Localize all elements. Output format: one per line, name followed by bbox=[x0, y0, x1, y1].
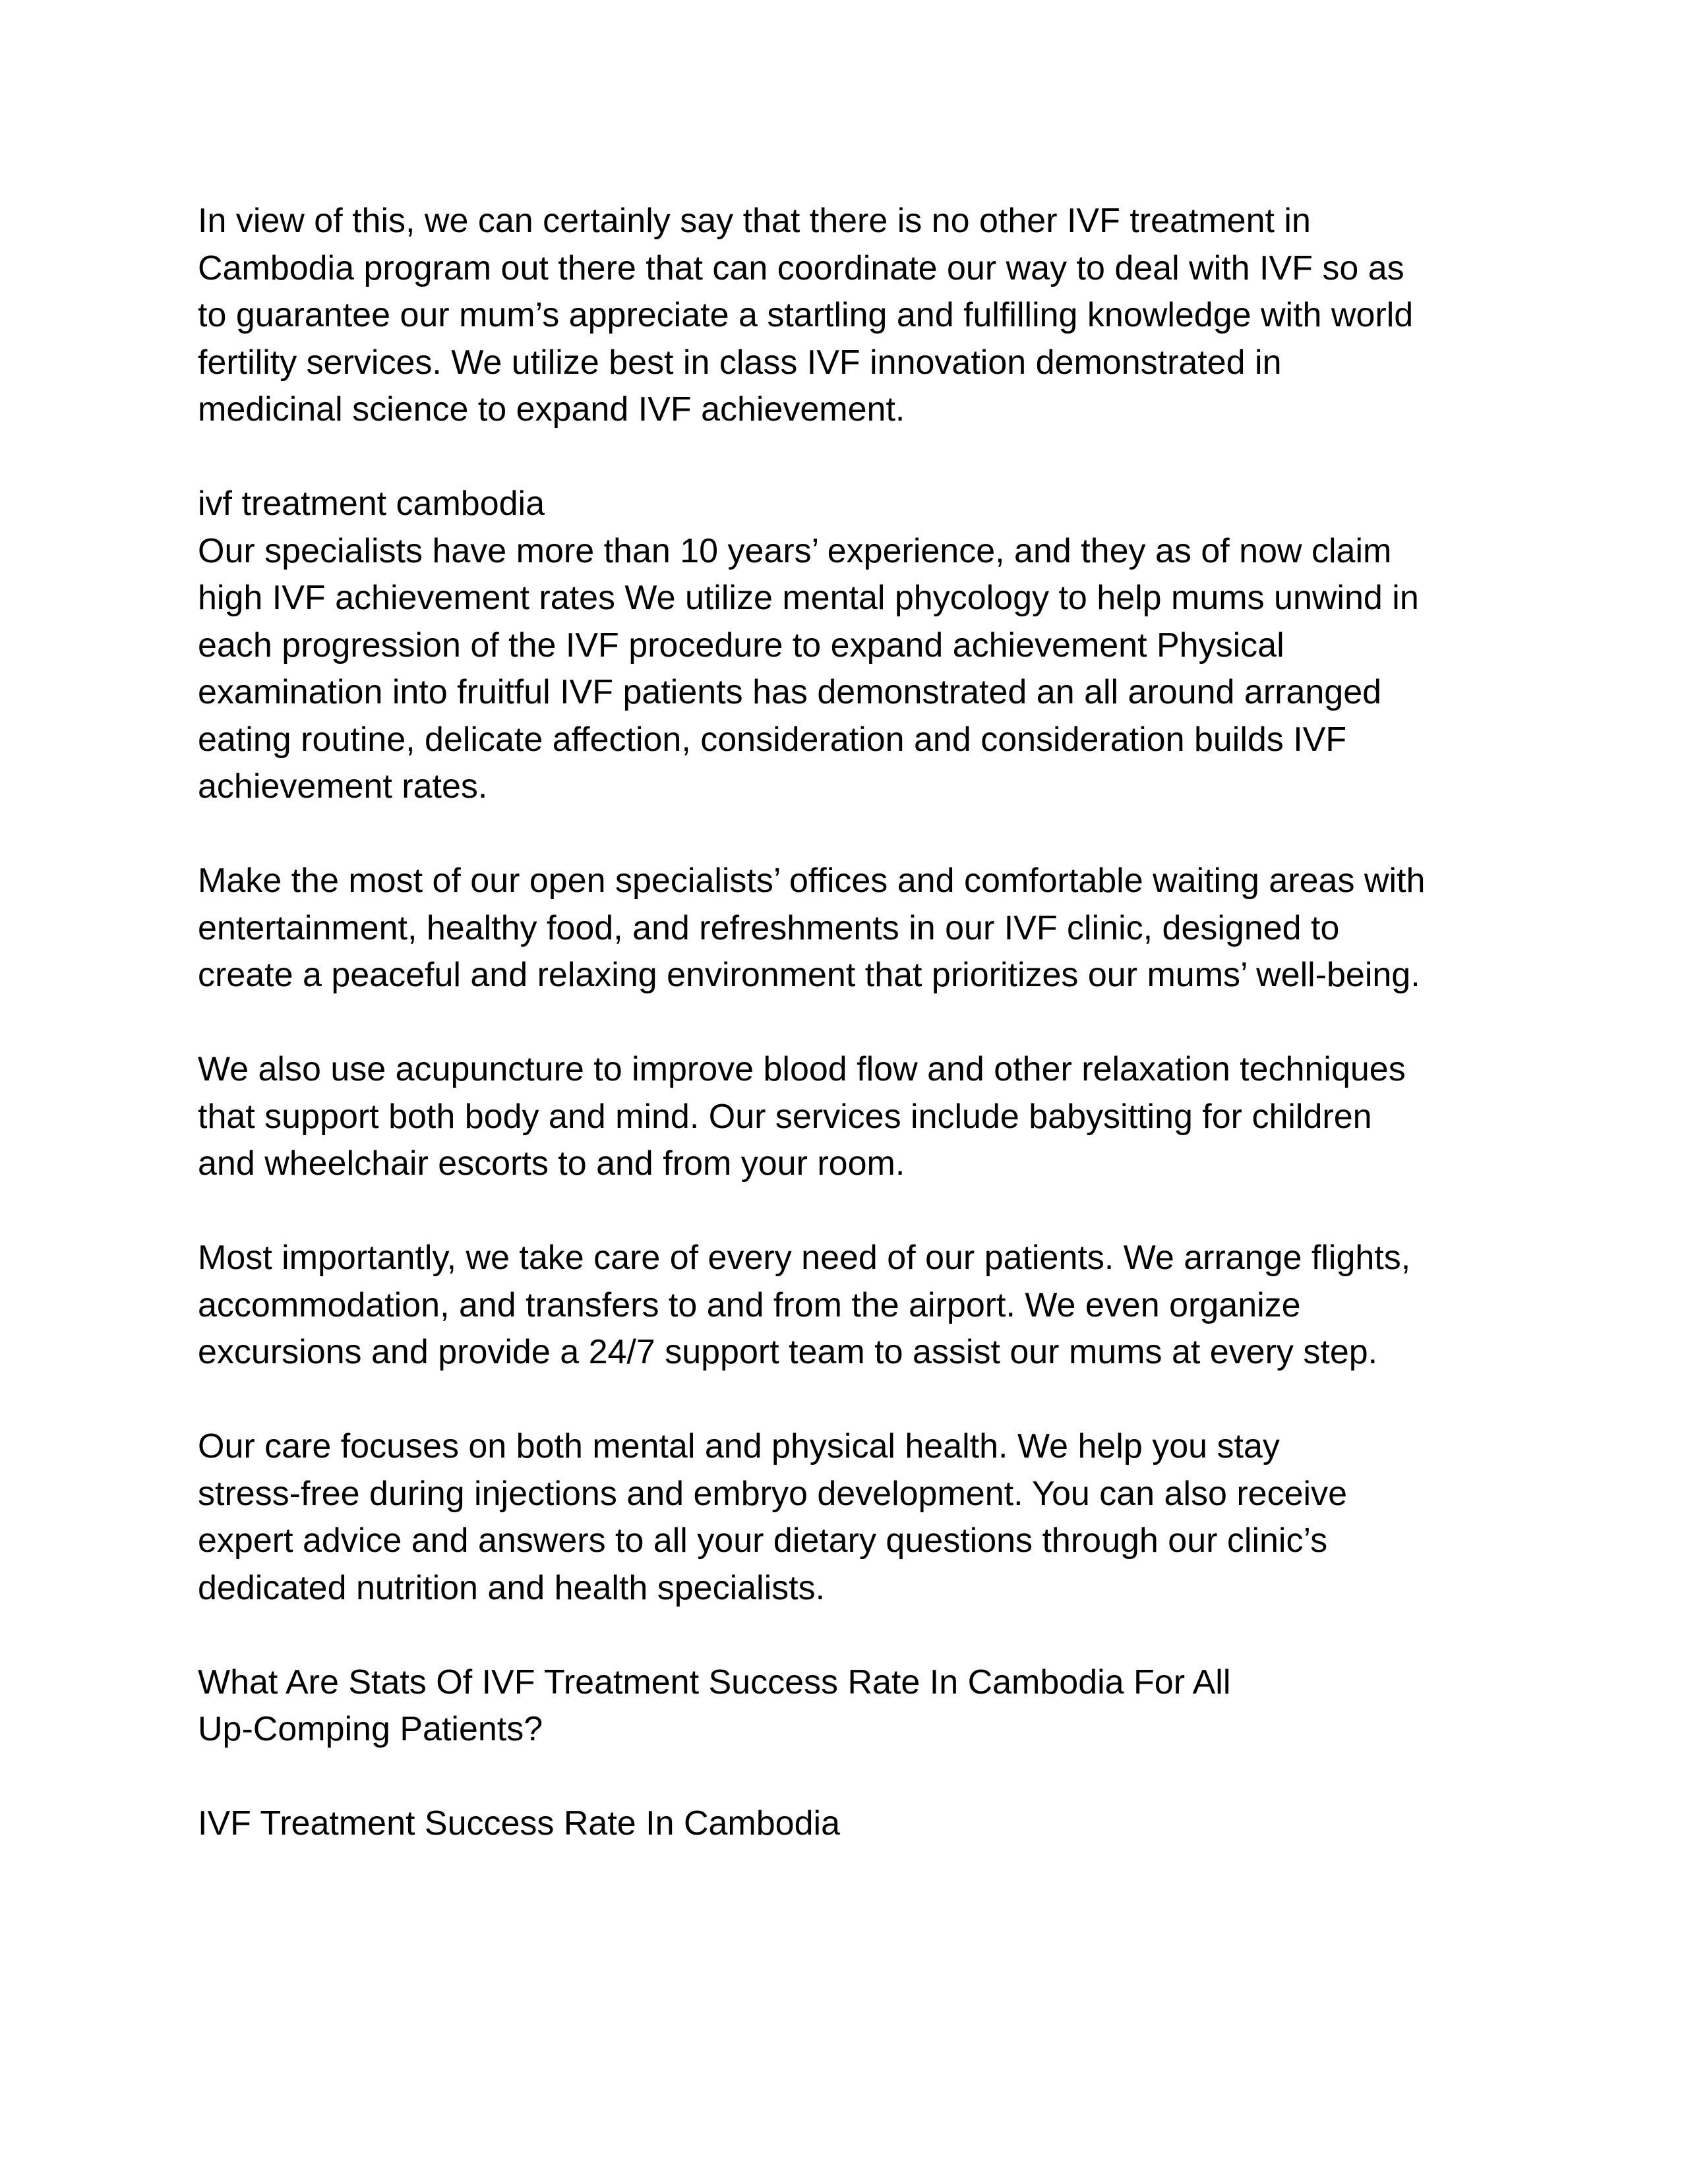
text-line: each progression of the IVF procedure to expand achievement Physical bbox=[198, 626, 1284, 664]
text-line: Our care focuses on both mental and physical health. We help you stay bbox=[198, 1427, 1280, 1465]
text-line: and wheelchair escorts to and from your room. bbox=[198, 1144, 905, 1183]
paragraph-spacer bbox=[198, 1376, 1517, 1424]
paragraph-acupuncture bbox=[198, 1046, 1517, 1188]
paragraph-spacer bbox=[198, 1754, 1517, 1801]
text-line: In view of this, we can certainly say that there is no other IVF treatment in bbox=[198, 202, 1311, 240]
text-line: Make the most of our open specialists’ offices and comfortable waiting areas with bbox=[198, 862, 1426, 900]
section-heading-stats bbox=[198, 1659, 1517, 1754]
text-line: excursions and provide a 24/7 support team to assist our mums at every step. bbox=[198, 1333, 1378, 1371]
paragraph-specialists bbox=[198, 481, 1517, 811]
text-line: entertainment, healthy food, and refreshments in our IVF clinic, designed to bbox=[198, 908, 1340, 947]
text-line: Up-Comping Patients? bbox=[198, 1710, 543, 1748]
text-line: Cambodia program out there that can coordinate our way to deal with IVF so as bbox=[198, 249, 1404, 287]
text-line: create a peaceful and relaxing environment that prioritizes our mums’ well-being. bbox=[198, 956, 1420, 994]
text-line: ivf treatment cambodia bbox=[198, 485, 545, 523]
paragraph-health bbox=[198, 1423, 1517, 1612]
paragraph-intro bbox=[198, 198, 1517, 434]
text-line: Most importantly, we take care of every need of our patients. We arrange flights, bbox=[198, 1239, 1411, 1277]
paragraph-spacer bbox=[198, 811, 1517, 858]
paragraph-spacer bbox=[198, 434, 1517, 481]
text-line: achievement rates. bbox=[198, 767, 488, 806]
text-line: eating routine, delicate affection, consideration and consideration builds IVF bbox=[198, 720, 1347, 759]
text-line: accommodation, and transfers to and from the airport. We even organize bbox=[198, 1285, 1301, 1324]
text-line: IVF Treatment Success Rate In Cambodia bbox=[198, 1804, 840, 1843]
document-body bbox=[198, 198, 1517, 1848]
text-line: high IVF achievement rates We utilize mental phycology to help mums unwind in bbox=[198, 579, 1419, 617]
text-line: dedicated nutrition and health specialists. bbox=[198, 1568, 826, 1607]
text-line: stress-free during injections and embryo development. You can also receive bbox=[198, 1474, 1347, 1513]
text-line: that support both body and mind. Our services include babysitting for children bbox=[198, 1097, 1372, 1136]
text-line: to guarantee our mum’s appreciate a startling and fulfilling knowledge with world bbox=[198, 296, 1414, 334]
text-line: expert advice and answers to all your dietary questions through our clinic’s bbox=[198, 1521, 1328, 1560]
text-line: What Are Stats Of IVF Treatment Success Rate In Cambodia For All bbox=[198, 1663, 1231, 1701]
paragraph-spacer bbox=[198, 1188, 1517, 1235]
paragraph-patient-care bbox=[198, 1235, 1517, 1376]
text-line: examination into fruitful IVF patients has demonstrated an all around arranged bbox=[198, 673, 1382, 711]
text-line: Our specialists have more than 10 years’ experience, and they as of now claim bbox=[198, 531, 1392, 570]
paragraph-spacer bbox=[198, 1612, 1517, 1659]
text-line: We also use acupuncture to improve blood flow and other relaxation techniques bbox=[198, 1050, 1406, 1088]
text-line: fertility services. We utilize best in class IVF innovation demonstrated in bbox=[198, 343, 1282, 382]
paragraph-offices bbox=[198, 858, 1517, 999]
paragraph-spacer bbox=[198, 999, 1517, 1047]
text-line: medicinal science to expand IVF achievement. bbox=[198, 390, 905, 428]
section-heading-success-rate bbox=[198, 1800, 1517, 1848]
